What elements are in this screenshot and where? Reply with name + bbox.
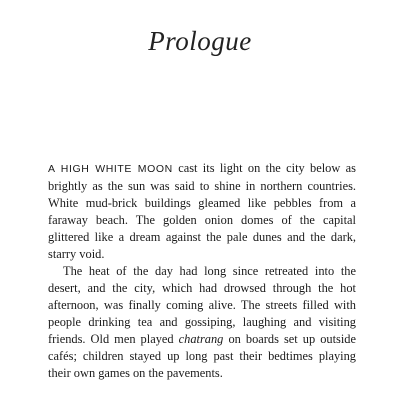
paragraph-2 xyxy=(48,263,356,382)
lead-in-smallcaps: A HIGH WHITE MOON xyxy=(48,163,173,175)
paragraph-1-text: cast its light on the city below as brightly as the sun was said to shine in northern countries. White mud-brick buildings gleamed like pebbles from a faraway beach. The golden onion domes of the capital glittered like a dream against the pale dunes and the dark, starry void. xyxy=(48,161,356,261)
chapter-title: Prologue xyxy=(148,26,252,56)
italic-word: chatrang xyxy=(178,332,224,346)
body-text xyxy=(48,160,356,382)
paragraph-1 xyxy=(48,160,356,263)
paragraph-2-text-after: on boards set up outside cafés; children stayed up long past their bedtimes playing their own games on the pavements. xyxy=(48,332,356,380)
paragraph-2-text-before: The heat of the day had long since retreated into the desert, and the city, which had drowsed through the hot afternoon, was finally coming alive. The streets filled with people drinking tea and gossiping, laughing and visiting friends. Old men played xyxy=(48,264,356,346)
